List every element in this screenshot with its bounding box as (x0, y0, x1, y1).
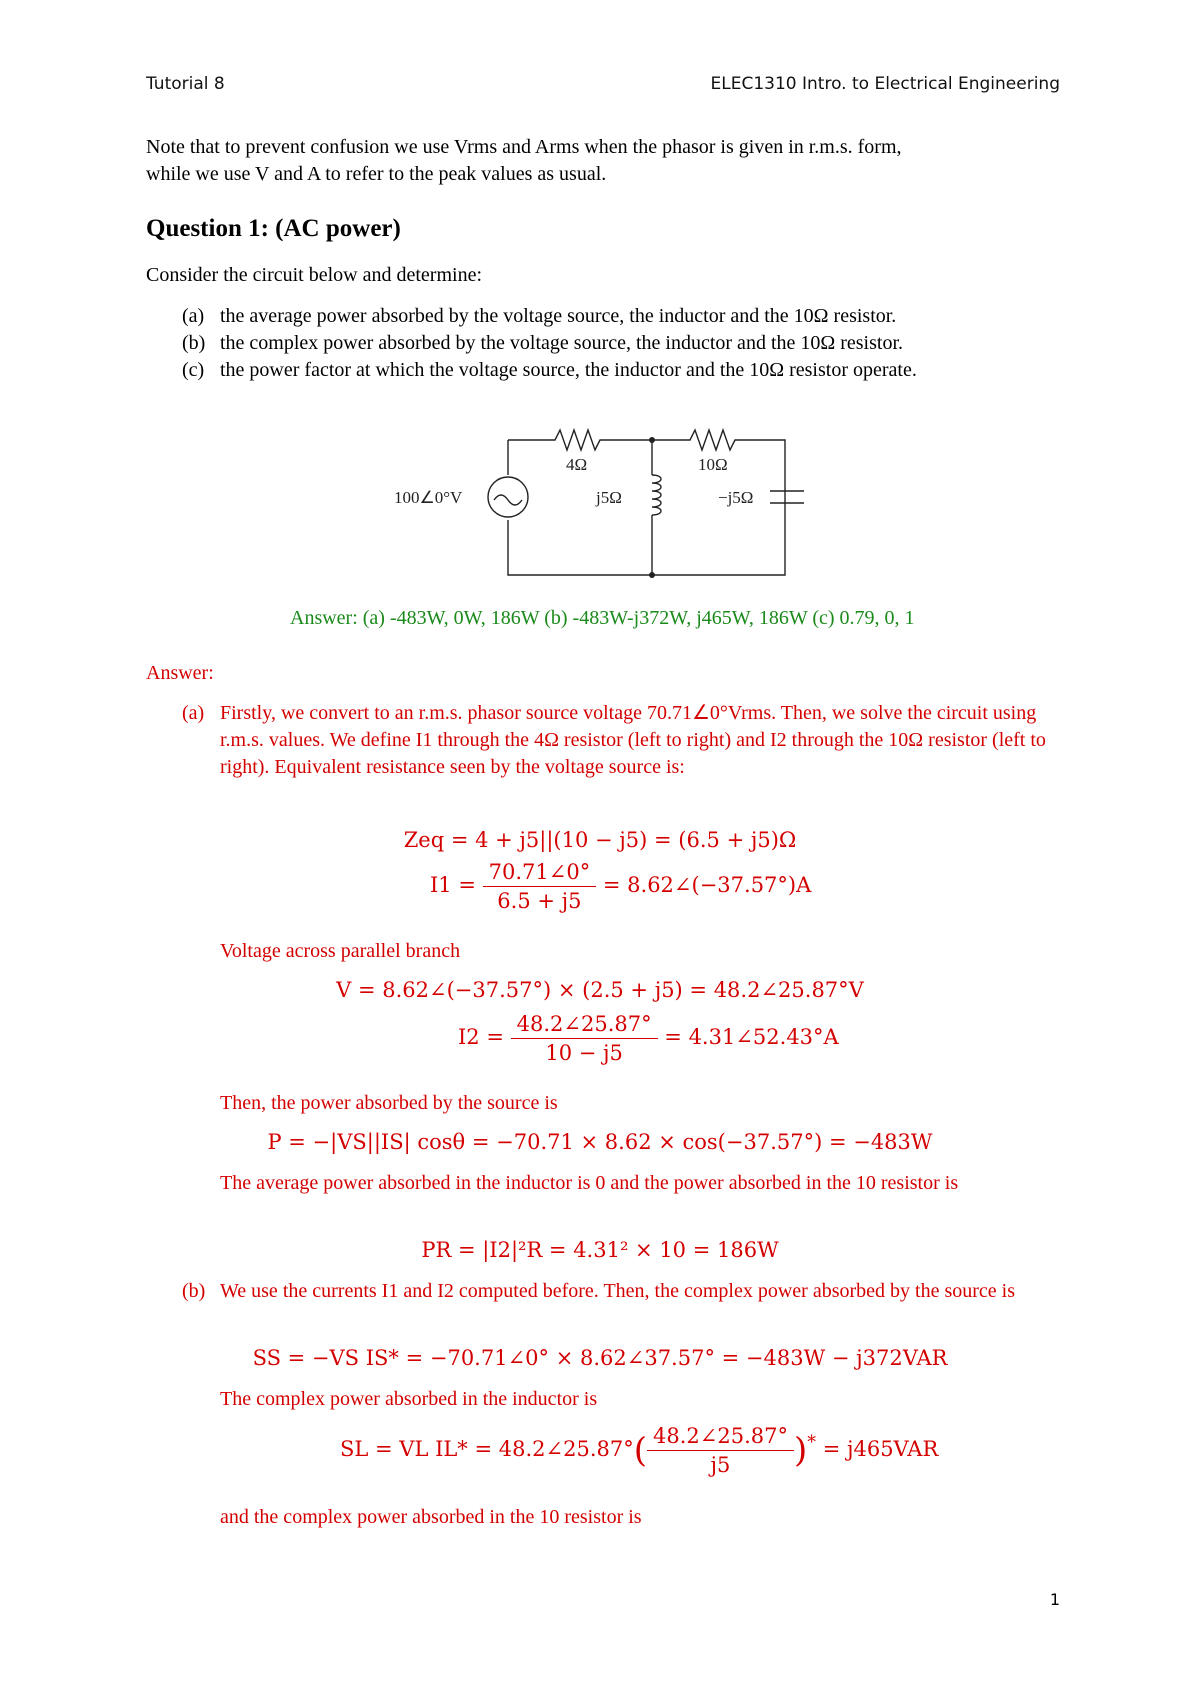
i1-lhs: I1 = (430, 873, 476, 897)
page-number: 1 (1049, 1590, 1060, 1609)
sl-numerator: 48.2∠25.87° (647, 1424, 794, 1451)
question-part-a (182, 303, 1062, 330)
solution-b-text: We use the currents I1 and I2 computed before. Then, the complex power absorbed by the source is (220, 1280, 1015, 1302)
inductor-label: j5Ω (596, 488, 622, 507)
solution-part-a (182, 700, 1062, 781)
solution-b-label: (b) (182, 1280, 206, 1302)
sl-denominator: j5 (710, 1453, 731, 1477)
voltage-text (182, 938, 460, 965)
solution-part-b (182, 1278, 1062, 1305)
i1-numerator: 70.71∠0° (483, 860, 597, 887)
node-top-icon (649, 437, 655, 443)
equation-pr: PR = |I2|²R = 4.31² × 10 = 186W (421, 1238, 779, 1262)
voltage-text-content: Voltage across parallel branch (220, 940, 461, 962)
answer-heading: Answer: (146, 662, 214, 684)
solution-a-text: Firstly, we convert to an r.m.s. phasor source voltage 70.71∠0°Vrms. Then, we solve the circuit using r.m.s. values. We define I1 through the 4Ω resistor (left to right) and I2 through the 10Ω resistor (left to right). Equivalent resistance seen by the voltage source is: (220, 702, 1046, 778)
equation-sl: SL = VL IL* = 48.2∠25.87°( $\frac{48.2\angle 25.87^\circ}{j5}$ )* = j465VAR (340, 1424, 939, 1477)
question-part-b (182, 330, 1062, 357)
sl-rhs: = j465VAR (822, 1437, 939, 1461)
equation-v: V = 8.62∠(−37.57°) × (2.5 + j5) = 48.2∠25.87°V (336, 978, 864, 1002)
note-line-2: while we use V and A to refer to the peak values as usual. (146, 163, 607, 185)
i2-numerator: 48.2∠25.87° (511, 1012, 658, 1039)
part-text: the average power absorbed by the voltage source, the inductor and the 10Ω resistor. (220, 305, 897, 327)
power-source-text (182, 1090, 558, 1117)
part-label: (a) (182, 305, 205, 327)
power-source-text-content: Then, the power absorbed by the source is (220, 1092, 558, 1114)
avg-power-text-content: The average power absorbed in the inductor is 0 and the power absorbed in the 10 resistor is (220, 1172, 959, 1194)
sl-fraction (647, 1424, 794, 1477)
solution-a-label: (a) (182, 702, 205, 724)
resistor-text-content: and the complex power absorbed in the 10 resistor is (220, 1506, 642, 1528)
header-left: Tutorial 8 (146, 74, 225, 94)
header-right: ELEC1310 Intro. to Electrical Engineering (710, 74, 1060, 94)
answer-summary: Answer: (a) -483W, 0W, 186W (b) -483W-j372W, j465W, 186W (c) 0.79, 0, 1 (290, 607, 915, 629)
equation-zeq: Zeq = 4 + j5||(10 − j5) = (6.5 + j5)Ω (403, 828, 797, 852)
inductor-text (182, 1386, 597, 1413)
question-part-c (182, 357, 962, 384)
i1-rhs: = 8.62∠(−37.57°)A (602, 873, 812, 897)
i2-fraction (511, 1012, 658, 1065)
equation-i1 (430, 860, 811, 913)
part-label: (c) (182, 359, 205, 381)
sl-conjugate: * (807, 1433, 816, 1453)
note-line-1: Note that to prevent confusion we use Vrms and Arms when the phasor is given in r.m.s. form, (146, 136, 902, 158)
r1-label: 4Ω (566, 455, 588, 474)
source-label: 100∠0°V (394, 488, 463, 507)
node-bottom-icon (649, 572, 655, 578)
question-intro: Consider the circuit below and determine: (146, 264, 483, 286)
i2-denominator: 10 − j5 (545, 1041, 623, 1065)
equation-p: P = −|VS||IS| cosθ = −70.71 × 8.62 × cos(−37.57°) = −483W (267, 1130, 933, 1154)
i1-fraction (483, 860, 597, 913)
equation-ss: SS = −VS IS* = −70.71∠0° × 8.62∠37.57° = −483W − j372VAR (252, 1346, 948, 1370)
part-label: (b) (182, 332, 206, 354)
resistor-text (182, 1504, 642, 1531)
r2-label: 10Ω (698, 455, 728, 474)
i1-denominator: 6.5 + j5 (497, 889, 582, 913)
i2-lhs: I2 = (458, 1025, 504, 1049)
inductor-text-content: The complex power absorbed in the inductor is (220, 1388, 598, 1410)
circuit-diagram (390, 420, 810, 595)
avg-power-text (182, 1170, 1002, 1197)
sl-lhs: SL = VL IL* = 48.2∠25.87° (340, 1437, 634, 1461)
part-text: the complex power absorbed by the voltage source, the inductor and the 10Ω resistor. (220, 332, 904, 354)
question-title: Question 1: (AC power) (146, 215, 401, 242)
capacitor-label: −j5Ω (718, 488, 754, 507)
part-text: the power factor at which the voltage source, the inductor and the 10Ω resistor operate. (220, 359, 917, 381)
i2-rhs: = 4.31∠52.43°A (664, 1025, 839, 1049)
equation-i2 (458, 1012, 839, 1065)
